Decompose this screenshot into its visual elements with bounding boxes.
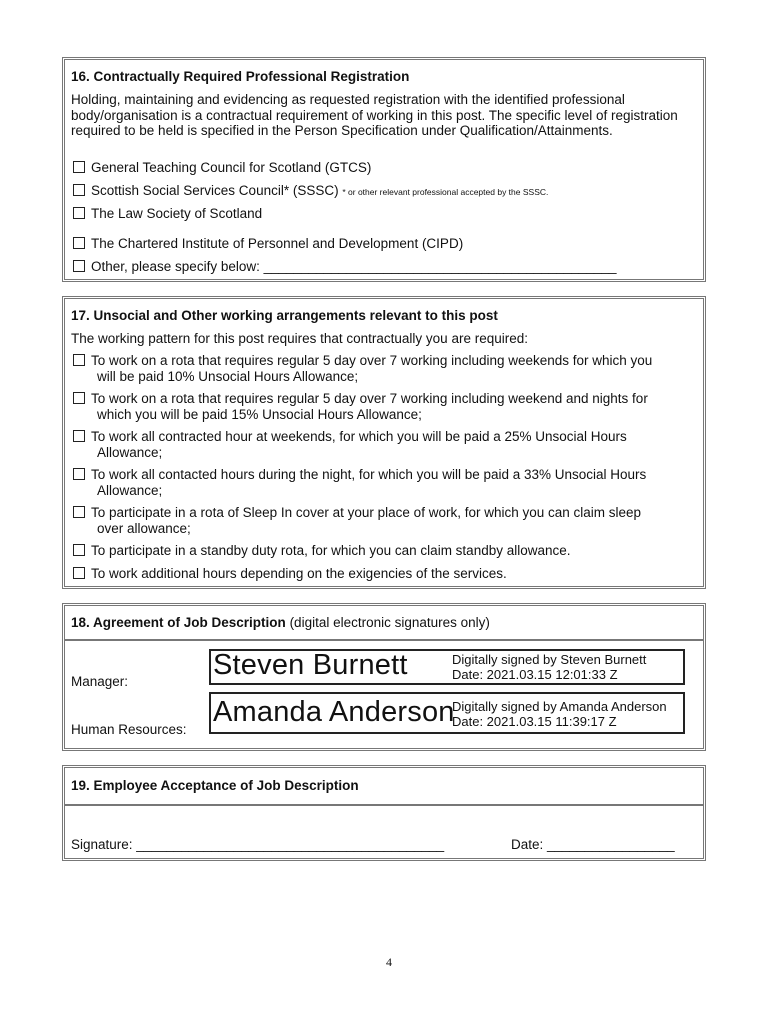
employee-signature-field[interactable]: Signature: _________________________________________	[71, 837, 445, 852]
employee-date-field[interactable]: Date: _________________	[511, 837, 675, 852]
checkbox-rota-15[interactable]	[73, 392, 85, 404]
section-17-title: 17. Unsocial and Other working arrangements relevant to this post	[71, 308, 498, 323]
checkbox-weekends-25[interactable]	[73, 430, 85, 442]
checkbox-standby[interactable]	[73, 544, 85, 556]
option-rota-10[interactable]: To work on a rota that requires regular 5 day over 7 working including weekends for which you will be paid 10% Unsocial Hours Allowance;	[71, 353, 697, 384]
option-weekends-25[interactable]: To work all contracted hour at weekends, for which you will be paid a 25% Unsocial Hours Allowance;	[71, 429, 697, 460]
checkbox-rota-10[interactable]	[73, 354, 85, 366]
option-other[interactable]: Other, please specify below: _______________________________________________	[71, 259, 697, 275]
option-night-33[interactable]: To work all contacted hours during the night, for which you will be paid a 33% Unsocial Hours Allowance;	[71, 467, 697, 498]
page-number: 4	[386, 955, 392, 969]
section-16-title: 16. Contractually Required Professional Registration	[71, 69, 410, 84]
section-17-box	[62, 296, 706, 589]
hr-signature-date: Date: 2021.03.15 11:39:17 Z	[452, 714, 617, 729]
hr-label: Human Resources:	[71, 722, 187, 737]
checkbox-other[interactable]	[73, 260, 85, 272]
manager-signature-name: Steven Burnett	[213, 649, 408, 681]
option-additional-hours[interactable]: To work additional hours depending on the exigencies of the services.	[71, 566, 697, 582]
section-19-divider	[65, 804, 703, 806]
checkbox-sleep-in[interactable]	[73, 506, 85, 518]
option-law-society[interactable]: The Law Society of Scotland	[71, 206, 697, 222]
option-cipd[interactable]: The Chartered Institute of Personnel and Development (CIPD)	[71, 236, 697, 252]
checkbox-cipd[interactable]	[73, 237, 85, 249]
checkbox-additional-hours[interactable]	[73, 567, 85, 579]
sssc-note: * or other relevant professional accepted by the SSSC.	[342, 187, 549, 197]
checkbox-gtcs[interactable]	[73, 161, 85, 173]
hr-signature-name: Amanda Anderson	[213, 696, 455, 728]
checkbox-sssc[interactable]	[73, 184, 85, 196]
manager-signature-signed-by: Digitally signed by Steven Burnett	[452, 652, 647, 667]
option-sssc[interactable]: Scottish Social Services Council* (SSSC) * or other relevant professional accepted by the SSSC.	[71, 183, 697, 201]
hr-signature-signed-by: Digitally signed by Amanda Anderson	[452, 699, 667, 714]
option-sleep-in[interactable]: To participate in a rota of Sleep In cover at your place of work, for which you can claim sleep over allowance;	[71, 505, 697, 536]
checkbox-night-33[interactable]	[73, 468, 85, 480]
manager-signature-field[interactable]	[209, 649, 685, 685]
section-16-intro: Holding, maintaining and evidencing as requested registration with the identified professional body/organisation is a contractual requirement of working in this post. The specific level of registration required to be held is specified in the Person Specification under Qualification/Attainments.	[71, 92, 678, 138]
option-gtcs[interactable]: General Teaching Council for Scotland (GTCS)	[71, 160, 697, 176]
section-18-box	[62, 603, 706, 751]
option-standby[interactable]: To participate in a standby duty rota, for which you can claim standby allowance.	[71, 543, 697, 559]
section-17-intro: The working pattern for this post requires that contractually you are required:	[71, 331, 528, 346]
option-rota-15[interactable]: To work on a rota that requires regular 5 day over 7 working including weekend and nights for which you will be paid 15% Unsocial Hours Allowance;	[71, 391, 697, 422]
section-19-box	[62, 765, 706, 861]
hr-signature-field[interactable]	[209, 692, 685, 734]
manager-signature-date: Date: 2021.03.15 12:01:33 Z	[452, 667, 618, 682]
manager-label: Manager:	[71, 674, 129, 689]
section-16-box	[62, 57, 706, 282]
section-19-title: 19. Employee Acceptance of Job Description	[71, 778, 359, 793]
checkbox-law-society[interactable]	[73, 207, 85, 219]
section-18-title: 18. Agreement of Job Description (digital electronic signatures only)	[71, 615, 490, 630]
section-18-divider	[65, 639, 703, 641]
